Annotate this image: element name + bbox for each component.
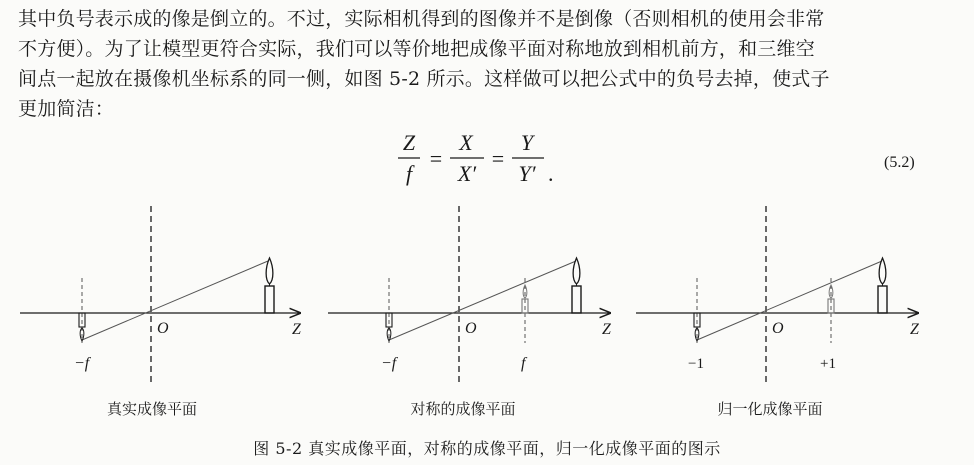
- equation-number: (5.2): [884, 154, 915, 171]
- paragraph-line: 其中负号表示成的像是倒立的。不过，实际相机得到的图像并不是倒像（否则相机的使用会非常: [18, 8, 825, 30]
- eq-frac2-den: X′: [457, 161, 477, 186]
- panel-title: 真实成像平面: [106, 400, 198, 418]
- paragraph-line: 间点一起放在摄像机坐标系的同一侧，如图 5-2 所示。这样做可以把公式中的负号去掉，使式子: [18, 68, 830, 90]
- eq-period: .: [548, 161, 554, 186]
- focal-label: f: [521, 355, 526, 372]
- projection-ray: [82, 261, 268, 340]
- origin-label: O: [465, 320, 477, 337]
- origin-label: O: [157, 320, 169, 337]
- eq-sign: =: [429, 146, 443, 171]
- eq-frac1-den: f: [405, 161, 413, 186]
- paragraph-line: 更加简洁：: [18, 98, 115, 120]
- candle-object: [572, 258, 581, 313]
- projection-ray: [389, 261, 576, 340]
- panel-title: 归一化成像平面: [717, 400, 823, 418]
- paragraph-line: 不方便）。为了让模型更符合实际，我们可以等价地把成像平面对称地放到相机前方，和三维空: [18, 38, 815, 60]
- origin-label: O: [772, 320, 784, 337]
- projection-ray: [697, 261, 882, 340]
- panel-title: 对称的成像平面: [410, 400, 516, 418]
- axis-label: Z: [910, 321, 919, 338]
- equation: [0, 128, 974, 198]
- eq-frac3-den: Y′: [518, 161, 536, 186]
- eq-frac2-num: X: [459, 130, 473, 155]
- eq-sign: =: [491, 146, 505, 171]
- figure-5-2: [0, 200, 974, 436]
- candle-object: [265, 258, 274, 313]
- panel-normalized-imaging-plane: [636, 206, 920, 418]
- panel-real-imaging-plane: [20, 206, 302, 418]
- eq-frac1-num: Z: [402, 130, 416, 155]
- pos-one-label: +1: [820, 356, 836, 372]
- neg-one-label: −1: [688, 356, 704, 372]
- body-paragraph: [18, 4, 962, 124]
- panel-symmetric-imaging-plane: [328, 206, 612, 418]
- candle-object: [878, 258, 887, 313]
- neg-focal-label: −f: [381, 355, 397, 372]
- neg-focal-label: −f: [74, 355, 90, 372]
- eq-frac3-num: Y: [520, 130, 534, 155]
- axis-label: Z: [292, 321, 301, 338]
- axis-label: Z: [602, 321, 611, 338]
- figure-caption: 图 5-2 真实成像平面，对称的成像平面，归一化成像平面的图示: [253, 439, 721, 458]
